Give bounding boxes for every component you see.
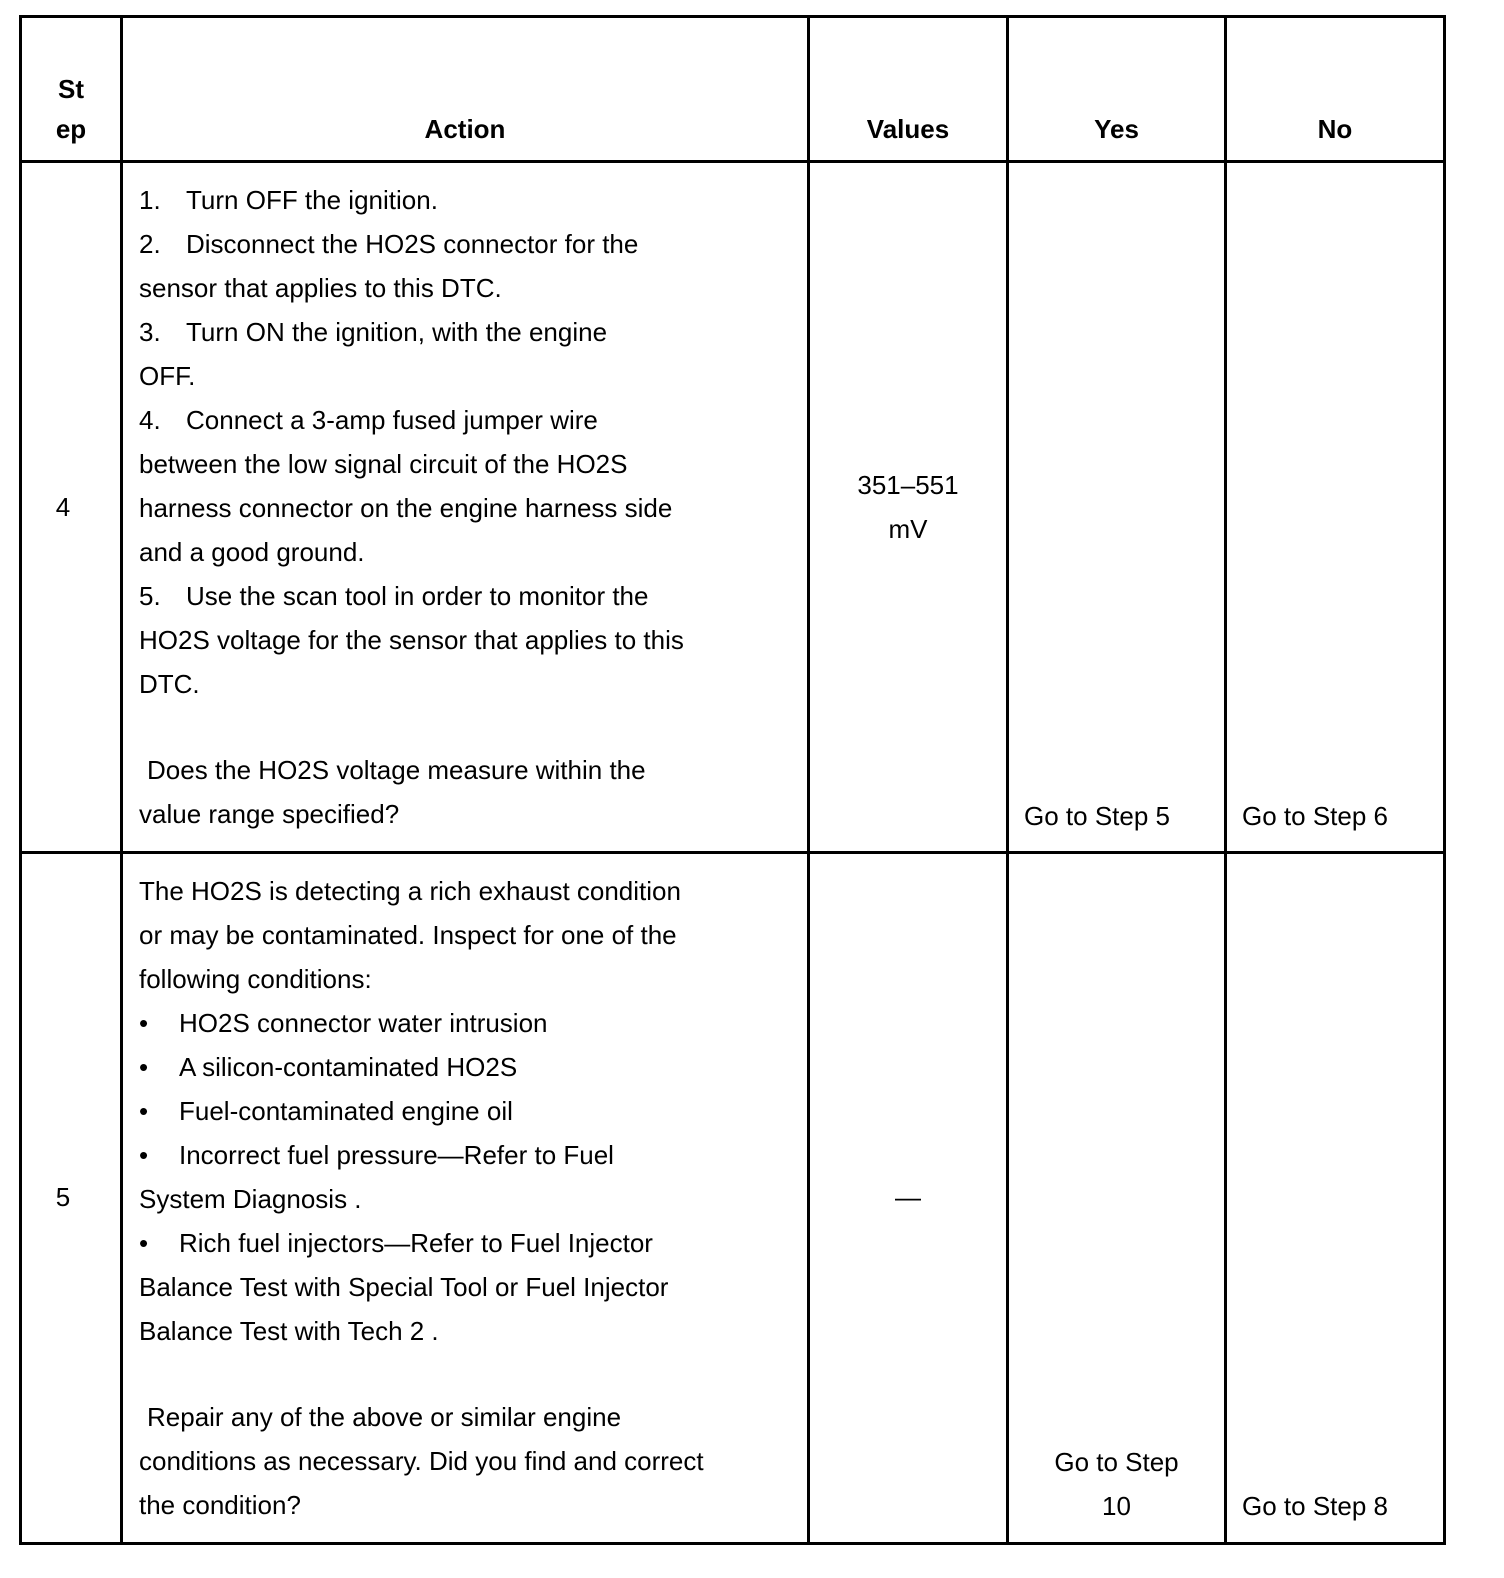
- column-divider: [1224, 15, 1227, 1545]
- action-text: The HO2S is detecting a rich exhaust condition or may be contaminated. Inspect for one of the following conditions: • HO2S connector water intrusion • A silicon-contaminated HO2S • Fuel-contaminated engine oil • Incorrect fuel pressure—Refer to Fuel System Diagnosis . • Rich fuel injectors—Refer to Fuel Injector Balance Test with Special Tool or Fuel Injector Balance Test with Tech 2 . Repair any of the above or similar engine conditions as necessary. Did you find and correct the condition?: [139, 876, 704, 1520]
- yes-outcome: Go to Step 5: [1024, 801, 1170, 831]
- action-text: 1. Turn OFF the ignition. 2. Disconnect the HO2S connector for the sensor that applies to this DTC. 3. Turn ON the ignition, with the engine OFF. 4. Connect a 3-amp fused jumper wire between the low signal circuit of the HO2S harness connector on the engine harness side and a good ground. 5. Use the scan tool in order to monitor the HO2S voltage for the sensor that applies to this DTC. Does the HO2S voltage measure within the value range specified?: [139, 185, 684, 829]
- diagnostic-table: [19, 15, 1446, 1545]
- column-divider: [120, 15, 123, 1545]
- no-outcome: Go to Step 8: [1242, 1491, 1388, 1521]
- header-values: Values: [866, 114, 950, 144]
- no-outcome: Go to Step 6: [1242, 801, 1388, 831]
- step-number: 5: [55, 1182, 71, 1212]
- header-yes: Yes: [1094, 114, 1139, 144]
- row-divider: [19, 851, 1446, 854]
- table-border-left: [19, 15, 22, 1545]
- yes-outcome: Go to Step 10: [1054, 1447, 1179, 1521]
- table-border-bottom: [19, 1542, 1446, 1545]
- header-no: No: [1317, 114, 1353, 144]
- header-action: Action: [424, 114, 506, 144]
- value-dash: —: [895, 1182, 921, 1212]
- column-divider: [807, 15, 810, 1545]
- step-number: 4: [55, 492, 71, 522]
- table-border-top: [19, 15, 1446, 18]
- header-step: St ep: [55, 74, 87, 144]
- table-border-right: [1443, 15, 1446, 1545]
- header-divider: [19, 160, 1446, 163]
- column-divider: [1006, 15, 1009, 1545]
- value-range: 351–551 mV: [857, 470, 959, 544]
